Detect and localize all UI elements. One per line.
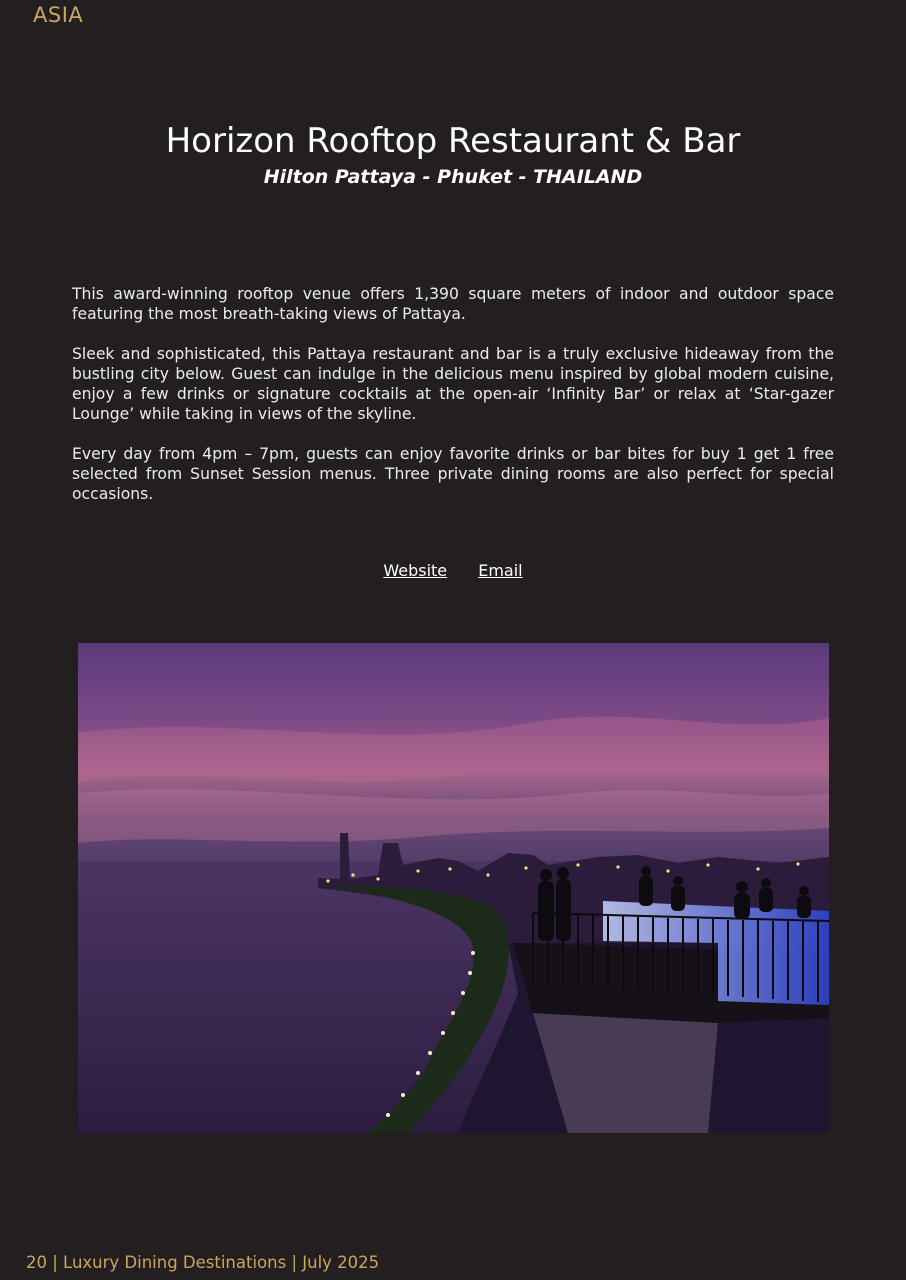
description-paragraph-2: Sleek and sophisticated, this Pattaya restaurant and bar is a truly exclusive hideaway from the bustling city below. Guest can indulge in the delicious menu inspired by global modern cuisine, enjoy a few drinks or signature cocktails at the open-air ‘Infinity Bar’ or relax at ‘Star-gazer Lounge’ while taking in views of the skyline. (72, 345, 834, 423)
page-footer: 20 | Luxury Dining Destinations | July 2025 (26, 1253, 380, 1272)
title-block (0, 118, 906, 190)
rooftop-photo (78, 643, 829, 1133)
region-tag: ASIA (33, 3, 84, 27)
venue-title: Horizon Rooftop Restaurant & Bar (165, 121, 741, 161)
contact-links (0, 559, 906, 583)
email-link[interactable]: Email (478, 561, 523, 580)
rooftop-photo-illustration (78, 643, 829, 1133)
description-paragraph-1: This award-winning rooftop venue offers 1,390 square meters of indoor and outdoor space featuring the most breath-taking views of Pattaya. (72, 285, 834, 323)
venue-subtitle: Hilton Pattaya - Phuket - THAILAND (263, 166, 643, 188)
venue-description (72, 284, 834, 524)
description-paragraph-3: Every day from 4pm – 7pm, guests can enjoy favorite drinks or bar bites for buy 1 get 1 free selected from Sunset Session menus. Three private dining rooms are also perfect for special occasions. (72, 445, 834, 503)
website-link[interactable]: Website (383, 561, 448, 580)
